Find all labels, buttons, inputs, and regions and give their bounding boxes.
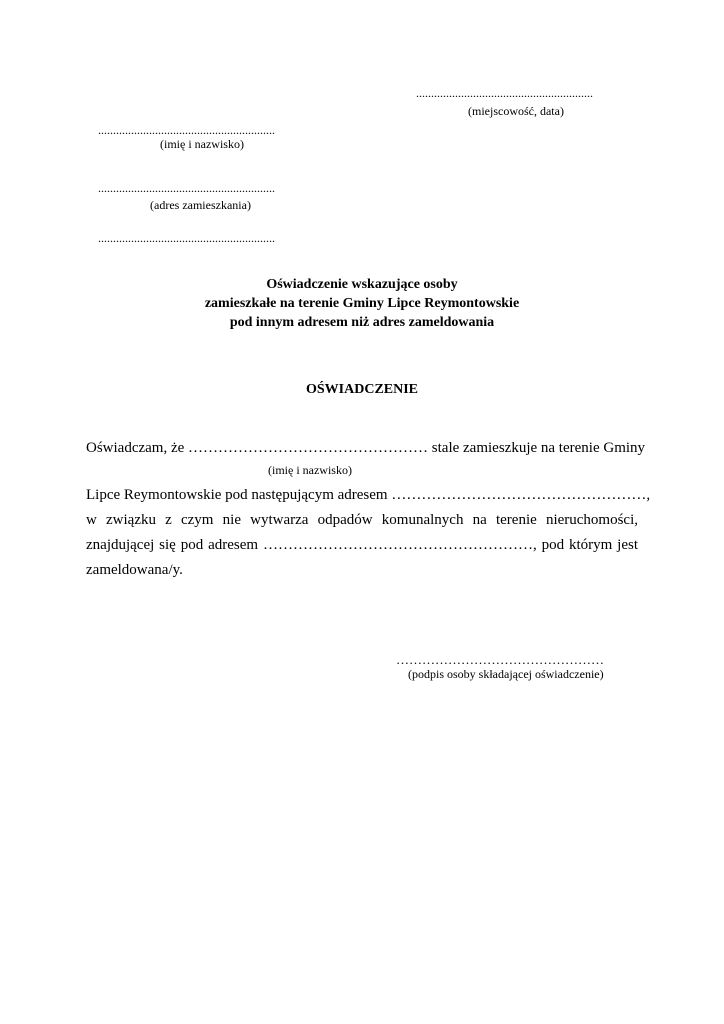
body-line-1: Oświadczam, że ………………………………………… stale zamieszkuje na terenie Gminy <box>86 440 646 456</box>
name-caption: (imię i nazwisko) <box>160 137 244 151</box>
signature-field: ………………………………………… <box>396 652 604 667</box>
name-field: ........................................................... <box>98 123 275 137</box>
signature-caption: (podpis osoby składającej oświadczenie) <box>408 667 604 681</box>
address-field-2: ........................................................... <box>98 231 275 245</box>
body-line-3: w związku z czym nie wytwarza odpadów komunalnych na terenie nieruchomości, <box>86 512 638 528</box>
statement-heading: OŚWIADCZENIE <box>305 382 419 397</box>
place-date-caption: (miejscowość, data) <box>468 104 564 118</box>
body-name-caption: (imię i nazwisko) <box>268 463 352 477</box>
document-title <box>0 275 724 332</box>
address-caption: (adres zamieszkania) <box>150 198 251 212</box>
place-date-field: ........................................................... <box>416 86 593 100</box>
body-line-4: znajdującej się pod adresem ………………………………………………, pod którym jest <box>86 537 638 553</box>
body-line-5: zameldowana/y. <box>86 562 183 578</box>
title-line-3: pod innym adresem niż adres zameldowania <box>229 315 495 330</box>
body-line-2: Lipce Reymontowskie pod następującym adresem ……………………………………………, <box>86 487 651 503</box>
address-field: ........................................................... <box>98 181 275 195</box>
title-line-1: Oświadczenie wskazujące osoby <box>266 277 458 292</box>
title-line-2: zamieszkałe na terenie Gminy Lipce Reymontowskie <box>204 296 520 311</box>
